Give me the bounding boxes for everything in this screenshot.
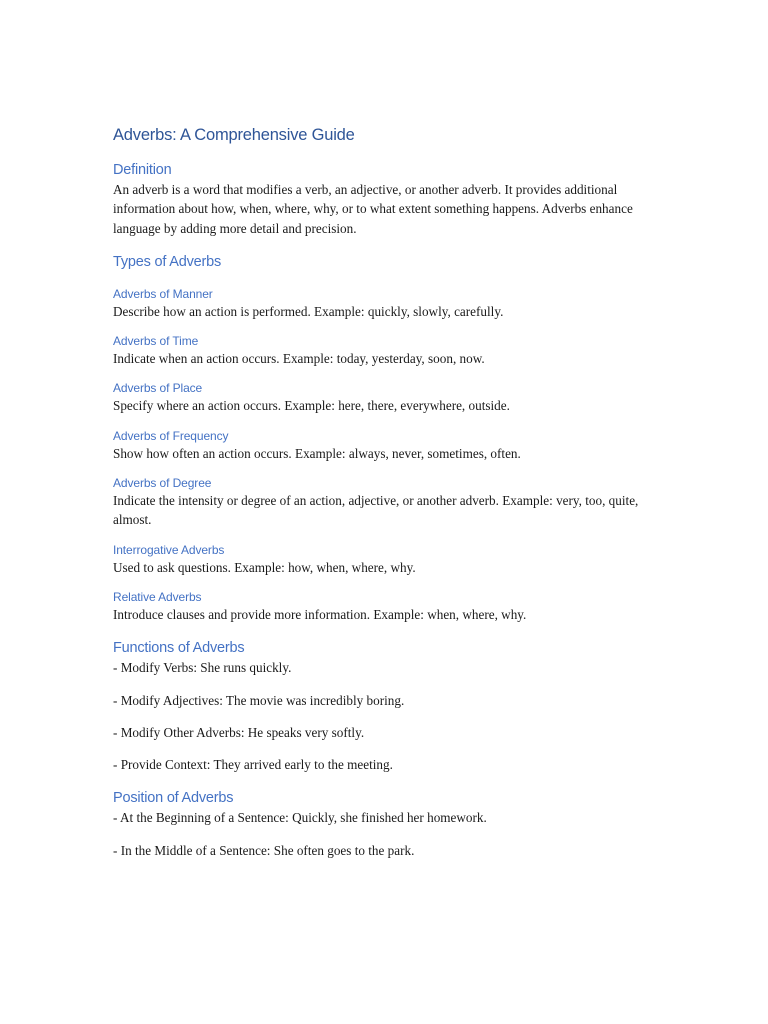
type-text: Used to ask questions. Example: how, when, where, why. — [113, 559, 416, 575]
type-heading: Adverbs of Degree — [113, 476, 212, 491]
list-item: - Provide Context: They arrived early to the meeting. — [113, 757, 393, 773]
document-page — [113, 124, 673, 860]
type-heading: Adverbs of Manner — [113, 286, 213, 301]
position-heading: Position of Adverbs — [113, 790, 234, 807]
definition-heading: Definition — [113, 162, 172, 178]
list-item: - At the Beginning of a Sentence: Quickly, she finished her homework. — [113, 810, 487, 826]
type-time — [113, 333, 673, 368]
type-heading: Adverbs of Place — [113, 381, 203, 396]
type-heading: Relative Adverbs — [113, 589, 202, 604]
type-text: Indicate when an action occurs. Example: today, yesterday, soon, now. — [113, 351, 485, 367]
types-section — [113, 252, 673, 624]
type-text: Show how often an action occurs. Example: always, never, sometimes, often. — [113, 445, 521, 461]
position-section — [113, 788, 673, 860]
type-interrogative — [113, 542, 673, 577]
type-text: Indicate the intensity or degree of an action, adjective, or another adverb. Example: very, too, quite, almost. — [113, 493, 639, 528]
type-text: Specify where an action occurs. Example: here, there, everywhere, outside. — [113, 398, 510, 414]
list-item: - In the Middle of a Sentence: She often goes to the park. — [113, 842, 415, 858]
type-text: Describe how an action is performed. Example: quickly, slowly, carefully. — [113, 303, 504, 319]
list-item: - Modify Adjectives: The movie was incredibly boring. — [113, 692, 405, 708]
type-heading: Interrogative Adverbs — [113, 542, 225, 557]
types-heading: Types of Adverbs — [113, 253, 222, 270]
type-manner — [113, 286, 673, 321]
definition-text: An adverb is a word that modifies a verb, an adjective, or another adverb. It provides additional information about how, when, where, why, or to what extent something happens. Adverbs enhance language by adding more detail and precision. — [113, 182, 633, 236]
type-place — [113, 380, 673, 415]
list-item: - Modify Other Adverbs: He speaks very softly. — [113, 724, 365, 740]
type-heading: Adverbs of Frequency — [113, 428, 229, 443]
definition-section — [113, 160, 673, 238]
type-heading: Adverbs of Time — [113, 334, 199, 349]
type-degree — [113, 475, 673, 530]
list-item: - Modify Verbs: She runs quickly. — [113, 660, 292, 676]
document-title: Adverbs: A Comprehensive Guide — [113, 126, 355, 144]
functions-section — [113, 638, 673, 774]
type-frequency — [113, 428, 673, 463]
type-relative — [113, 589, 673, 624]
functions-heading: Functions of Adverbs — [113, 640, 245, 657]
type-text: Introduce clauses and provide more information. Example: when, where, why. — [113, 606, 527, 622]
